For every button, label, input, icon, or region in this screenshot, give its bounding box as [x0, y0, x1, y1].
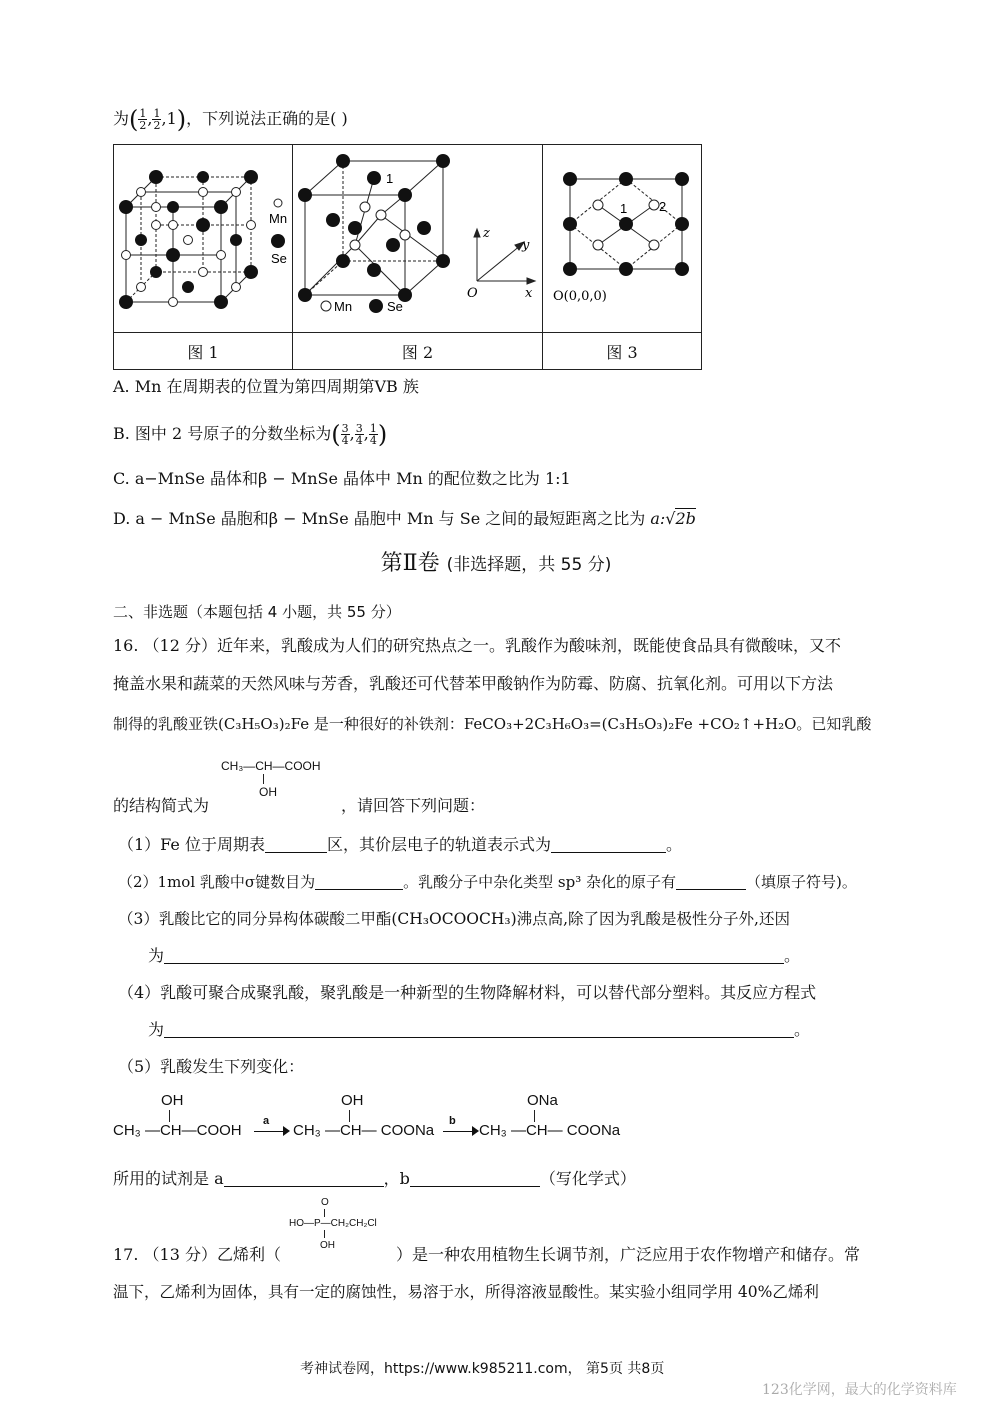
q16-p4: （4）乳酸可聚合成聚乳酸，聚乳酸是一种新型的生物降解材料，可以替代部分塑料。其反应方程式 [118, 983, 817, 1002]
lactic-structure: CH₃—CH—COOH OH [221, 759, 321, 799]
caption-3: 图 3 [543, 333, 702, 370]
rx-molecule-1: CH₃ —CH—COOH [113, 1122, 242, 1139]
section-title [0, 546, 992, 577]
section-title-sub: (非选择题，共 55 分) [446, 555, 612, 575]
option-d: D. a − MnSe 晶胞和β − MnSe 晶胞中 Mn 与 Se 之间的最短距离之比为 a:√2b [113, 509, 696, 528]
axis-z: z [483, 226, 490, 241]
rx-arrow-a-label: a [263, 1115, 270, 1127]
fig2-label-1: 1 [386, 171, 394, 186]
axis-y: y [522, 238, 530, 253]
fig1-mn-label: Mn [269, 211, 288, 226]
q17-line1-b: ）是一种农用植物生长调节剂，广泛应用于农作物增产和储存。常 [396, 1245, 861, 1264]
fig3-cell [543, 145, 702, 333]
reaction-scheme [113, 1092, 633, 1148]
q17-line2: 温下，乙烯利为固体，具有一定的腐蚀性，易溶于水，所得溶液显酸性。某实验小组同学用 40%乙烯利 [113, 1283, 819, 1301]
axis-o: O [467, 286, 478, 301]
page-footer: 考神试卷网，https://www.k985211.com， 第5页 共8页 [300, 1361, 665, 1377]
fig1-cell [114, 145, 293, 333]
q17-line1-a: 17. （13 分）乙烯利（ [113, 1245, 281, 1264]
rx-molecule-3: CH₃ —CH— COONa [479, 1122, 621, 1139]
frac-2: $\frac{1}{2}$ [153, 107, 161, 132]
blank-p1-2[interactable] [551, 836, 666, 853]
option-a: A. Mn 在周期表的位置为第四周期第VB 族 [113, 377, 419, 396]
q16-line3: 制得的乳酸亚铁(C₃H₅O₃)₂Fe 是一种很好的补铁剂：FeCO₃+2C₃H₆O₃=(C₃H₅O₃)₂Fe +CO₂↑+H₂O。已知乳酸 [113, 715, 872, 733]
rx-molecule-2: CH₃ —CH— COONa [293, 1122, 435, 1139]
blank-p1-1[interactable] [265, 836, 327, 853]
blank-p2-2[interactable] [676, 873, 746, 890]
option-c: C. a−MnSe 晶体和β − MnSe 晶体中 Mn 的配位数之比为 1:1 [113, 469, 571, 488]
q16-p4-b: 为 。 [148, 1020, 811, 1039]
axis-x: x [525, 286, 533, 301]
arrow-a-icon [254, 1131, 284, 1132]
q16-p2: （2）1mol 乳酸中σ键数目为 。乳酸分子中杂化类型 sp³ 杂化的原子有 （填原子符号)。 [118, 873, 857, 891]
rx-oh-2: OH [341, 1092, 364, 1109]
fig3-label-2: 2 [659, 199, 667, 214]
blank-p4[interactable] [164, 1021, 794, 1038]
q16-line2: 掩盖水果和蔬菜的天然风味与芳香，乳酸还可代替苯甲酸钠作为防霉、防腐、抗氧化剂。可用以下方法 [113, 674, 834, 693]
figure-table [113, 144, 702, 370]
section-title-main: 第Ⅱ卷 [380, 551, 440, 576]
frac-1: $\frac{1}{2}$ [139, 107, 147, 132]
arrow-b-icon [443, 1131, 473, 1132]
q16-line4-a: 的结构简式为 [113, 796, 210, 815]
fig3-label-1: 1 [620, 201, 628, 216]
option-b: B. 图中 2 号原子的分数坐标为( $\frac{3}{4}$ , $\frac{3}{4}$ , $\frac{1}{4}$ ) [113, 420, 388, 449]
q16-p3: （3）乳酸比它的同分异构体碳酸二甲酯(CH₃OCOOCH₃)沸点高,除了因为乳酸是极性分子外,还因 [118, 910, 790, 928]
fig2-cell [293, 145, 543, 333]
rx-ona: ONa [527, 1092, 558, 1109]
caption-2: 图 2 [293, 333, 543, 370]
fig2-legend-se: Se [387, 299, 403, 314]
q16-p1: （1）Fe 位于周期表 区，其价层电子的轨道表示式为 。 [118, 835, 682, 854]
blank-p3[interactable] [164, 947, 784, 964]
fig1-diagram [114, 145, 292, 328]
rx-arrow-b-label: b [449, 1115, 456, 1127]
q16-line4-b: ，请回答下列问题： [341, 796, 486, 815]
part-header: 二、非选题（本题包括 4 小题，共 55 分） [113, 603, 401, 621]
fig2-diagram [293, 145, 542, 328]
fig1-se-label: Se [271, 251, 287, 266]
fig3-diagram [543, 145, 701, 328]
intro-suffix: ，下列说法正确的是( ) [186, 109, 348, 128]
q16-p5: （5）乳酸发生下列变化： [118, 1057, 305, 1076]
blank-reagent-a[interactable] [224, 1170, 384, 1187]
rx-oh-1: OH [161, 1092, 184, 1109]
q16-reagents: 所用的试剂是 a ，b （写化学式） [113, 1169, 636, 1188]
blank-p2-1[interactable] [315, 873, 403, 890]
fig2-legend-mn: Mn [334, 299, 353, 314]
watermark: 123化学网，最大的化学资料库 [762, 1382, 957, 1398]
intro-line: 为( $\frac{1}{2}$ , $\frac{1}{2}$ ,1)，下列说法正确的是( ) [113, 105, 348, 134]
ethephon-structure: O HO—P—CH₂CH₂Cl OH [289, 1197, 377, 1251]
fig3-origin: O(0,0,0) [553, 289, 607, 304]
blank-reagent-b[interactable] [410, 1170, 540, 1187]
caption-1: 图 1 [114, 333, 293, 370]
intro-z: 1 [166, 109, 177, 128]
q16-p3-b: 为 。 [148, 946, 801, 965]
q16-line1: 16. （12 分）近年来，乳酸成为人们的研究热点之一。乳酸作为酸味剂，既能使食品具有微酸味，又不 [113, 636, 841, 655]
intro-prefix: 为 [113, 109, 130, 128]
